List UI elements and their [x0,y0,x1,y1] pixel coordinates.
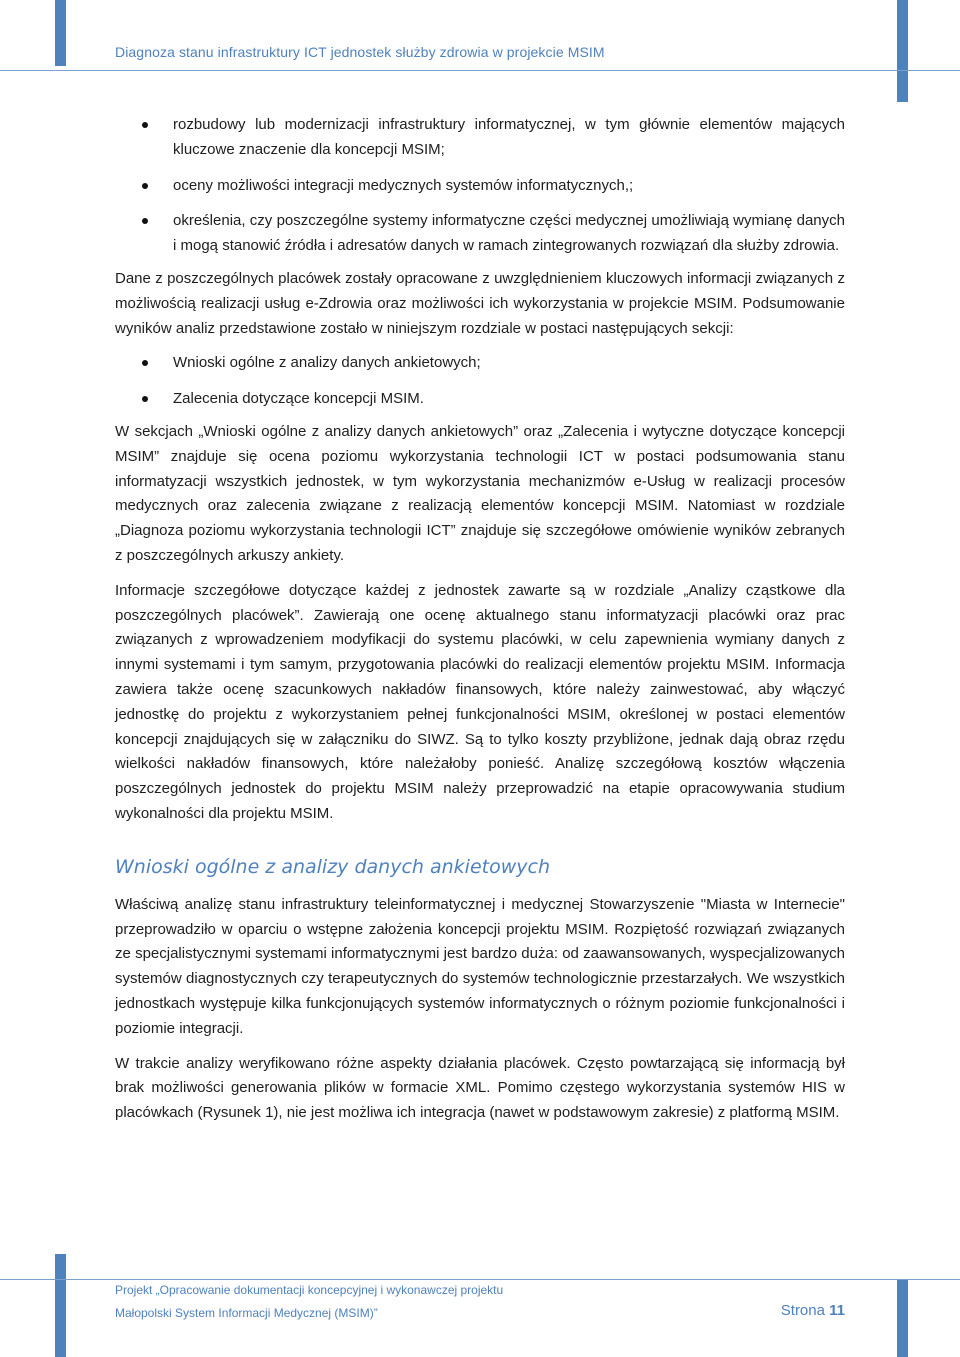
section-heading: Wnioski ogólne z analizy danych ankietowych [115,855,550,878]
list-item: określenia, czy poszczególne systemy informatyczne części medycznej umożliwiają wymianę danych i mogą stanowić źródła i adresatów danych w ramach zintegrowanych rozwiązań dla służby zdrowia. [115,209,845,259]
footer-rule [0,1279,960,1280]
decor-bar-bottom-right [897,1280,908,1357]
paragraph: W sekcjach „Wnioski ogólne z analizy danych ankietowych” oraz „Zalecenia i wytyczne dotyczące koncepcji MSIM” znajduje się ocena poziomu wykorzystania technologii ICT w postaci podsumowania stanu informatyzacji wszystkich jednostek, w tym wykorzystania mechanizmów e-Usług w realizacji procesów medycznych oraz zalecenia związane z realizacją elementów koncepcji MSIM. Natomiast w rozdziale „Diagnoza poziomu wykorzystania technologii ICT” znajduje się szczegółowe omówienie wyników zebranych z poszczególnych arkuszy ankiety. [115,422,845,564]
list-item: Wnioski ogólne z analizy danych ankietowych; [115,351,845,376]
decor-bar-top-right [897,0,908,102]
running-header: Diagnoza stanu infrastruktury ICT jednostek służby zdrowia w projekcie MSIM [115,44,605,60]
header-rule [0,70,960,71]
decor-bar-bottom-left [55,1254,66,1357]
decor-bar-top-left [55,0,66,66]
page-number [781,1302,845,1319]
footer-project-line: Projekt „Opracowanie dokumentacji koncepcyjnej i wykonawczej projektu [115,1283,504,1297]
list-item: oceny możliwości integracji medycznych systemów informatycznych,; [115,174,845,199]
page-body [115,113,845,1136]
paragraph: Właściwą analizę stanu infrastruktury teleinformatycznej i medycznej Stowarzyszenie "Miasta w Internecie" przeprowadziło w oparciu o wstępne założenia koncepcji projektu MSIM. Rozpiętość rozwiązań związanych ze specjalistycznymi systemami informatycznymi jest bardzo duża: od zaawansowanych, wyspecjalizowanych systemów diagnostycznych czy terapeutycznych do systemów technologicznie przestarzałych. We wszystkich jednostkach występuje kilka funkcjonujących systemów informatycznych o różnym poziomie funkcjonalności i poziomie integracji. [115,895,845,1037]
list-item: Zalecenia dotyczące koncepcji MSIM. [115,387,845,412]
page-label: Strona [780,1302,825,1319]
page-number-value: 11 [829,1302,845,1319]
bullet-list-goals [115,113,845,259]
footer-system-line: Małopolski System Informacji Medycznej (MSIM)” [115,1306,378,1320]
paragraph: Informacje szczegółowe dotyczące każdej z jednostek zawarte są w rozdziale „Analizy cząstkowe dla poszczególnych placówek”. Zawierają one ocenę aktualnego stanu informatyzacji placówki oraz prac związanych z wprowadzeniem modyfikacji do systemu placówki, w celu zapewnienia wymiany danych z innymi systemami i tym samym, przygotowania placówki do realizacji elementów projektu MSIM. Informacja zawiera także ocenę szacunkowych nakładów finansowych, które należy zainwestować, aby włączyć jednostkę do projektu z wykorzystaniem pełnej funkcjonalności MSIM, określonej w postaci elementów koncepcji znajdujących się w załączniku do SIWZ. Są to tylko koszty przybliżone, jednak dają obraz rzędu wielkości nakładów finansowych, które należałoby ponieść. Analizę szczegółową kosztów włączenia poszczególnych jednostek do projektu MSIM należy przeprowadzić na etapie opracowywania studium wykonalności dla projektu MSIM. [115,581,845,822]
list-item: rozbudowy lub modernizacji infrastruktury informatycznej, w tym głównie elementów mających kluczowe znaczenie dla koncepcji MSIM; [115,113,845,163]
paragraph: Dane z poszczególnych placówek zostały opracowane z uwzględnieniem kluczowych informacji związanych z możliwością realizacji usług e-Zdrowia oraz możliwości ich wykorzystania w projekcie MSIM. Podsumowanie wyników analiz przedstawione zostało w niniejszym rozdziale w postaci następujących sekcji: [115,269,845,337]
bullet-list-sections [115,351,845,412]
paragraph: W trakcie analizy weryfikowano różne aspekty działania placówek. Często powtarzającą się informacją był brak możliwości generowania plików w formacie XML. Pomimo częstego wykorzystania systemów HIS w placówkach (Rysunek 1), nie jest możliwa ich integracja (nawet w podstawowym zakresie) z platformą MSIM. [115,1054,845,1122]
